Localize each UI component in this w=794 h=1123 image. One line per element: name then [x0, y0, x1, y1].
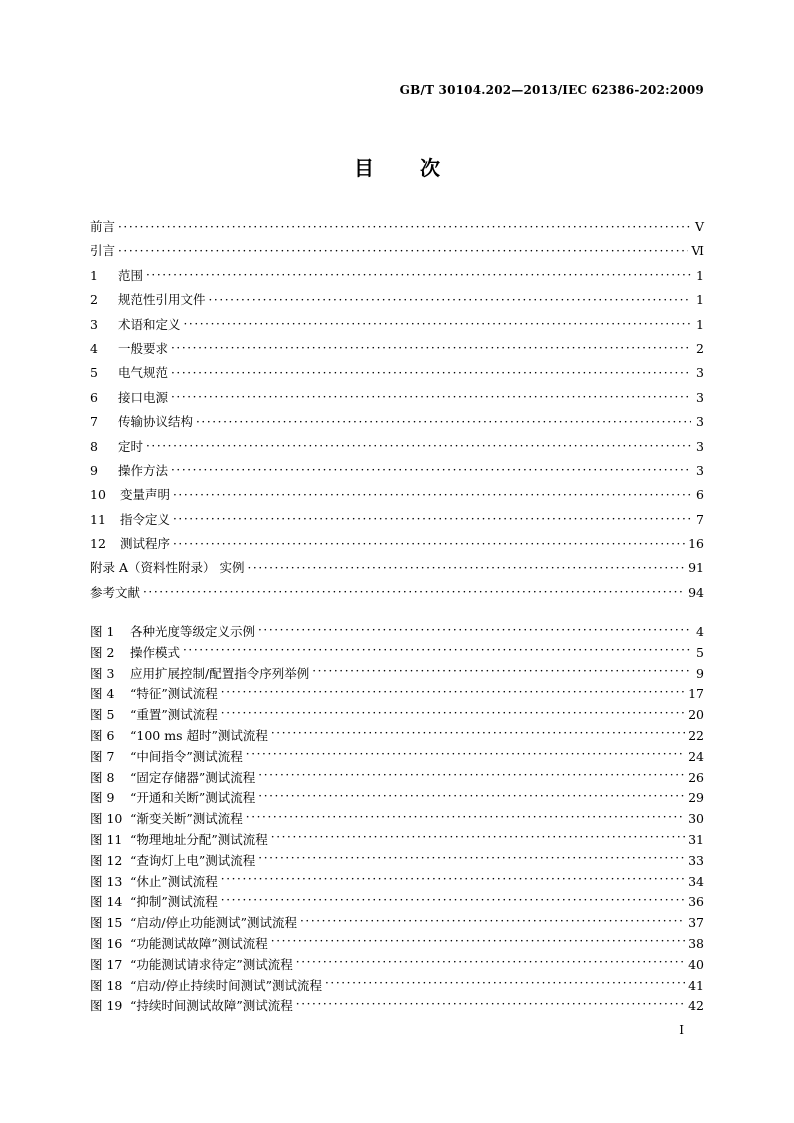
toc-entry-page: Ⅵ	[691, 243, 704, 259]
toc-entry[interactable]	[90, 556, 704, 580]
figure-entry-page: 34	[688, 873, 704, 889]
dot-leader	[146, 438, 691, 451]
figure-entry-number: 图 14	[90, 894, 123, 910]
dot-leader	[258, 790, 685, 803]
dot-leader	[247, 560, 685, 573]
figure-entry-page: 22	[688, 727, 704, 743]
toc-entry[interactable]	[90, 386, 704, 410]
figure-entry-number: 图 4	[90, 686, 115, 702]
dot-leader	[296, 998, 685, 1011]
figure-entry-page: 9	[696, 665, 704, 681]
figure-entry[interactable]	[90, 934, 704, 955]
toc-entry[interactable]	[90, 313, 704, 337]
figure-entry[interactable]	[90, 851, 704, 872]
figure-entry[interactable]	[90, 830, 704, 851]
figure-entry-label: “中间指令”测试流程	[130, 748, 243, 764]
toc-entry-number: 11	[90, 511, 106, 527]
toc-entry-label: 范围	[118, 267, 144, 283]
toc-entry-number: 7	[90, 414, 98, 430]
figure-entry-number: 图 8	[90, 769, 115, 785]
toc-entry-label: 一般要求	[118, 340, 169, 356]
figure-entry-label: 应用扩展控制/配置指令序列举例	[130, 665, 310, 681]
toc-entry-label: 定时	[118, 438, 144, 454]
figure-entry-label: “特征”测试流程	[130, 686, 218, 702]
figure-entry-label: “渐变关断”测试流程	[130, 811, 243, 827]
toc-entry-label: 操作方法	[118, 462, 169, 478]
toc-entry-label: 参考文献	[90, 584, 141, 600]
dot-leader	[118, 243, 688, 256]
toc-entry-page: 3	[696, 462, 704, 478]
figure-entry-page: 31	[688, 831, 704, 847]
figure-entry-number: 图 18	[90, 977, 123, 993]
dot-leader	[221, 686, 685, 699]
dot-leader	[271, 935, 685, 948]
dot-leader	[258, 769, 685, 782]
toc-entry-number: 3	[90, 316, 98, 332]
toc-entry-number: 8	[90, 438, 98, 454]
figure-entry[interactable]	[90, 726, 704, 747]
toc-entry[interactable]	[90, 532, 704, 556]
dot-leader	[325, 977, 685, 990]
dot-leader	[146, 267, 691, 280]
toc-entry[interactable]	[90, 581, 704, 605]
figure-entry-number: 图 10	[90, 811, 123, 827]
figure-entry-label: “启动/停止功能测试”测试流程	[130, 915, 297, 931]
figure-entry-page: 38	[688, 935, 704, 951]
toc-entry-page: 94	[688, 584, 704, 600]
toc-entry-page: 3	[696, 389, 704, 405]
figure-entry-page: 17	[688, 686, 704, 702]
toc-entry-label: 测试程序	[120, 536, 171, 552]
toc-entry-page: Ⅴ	[694, 219, 704, 234]
toc-entry-label: 传输协议结构	[118, 414, 194, 430]
figure-entry[interactable]	[90, 872, 704, 893]
toc-entry-label: 变量声明	[120, 487, 171, 503]
dot-leader	[221, 873, 685, 886]
toc-entry-page: 16	[688, 536, 704, 552]
toc-entry-label: 前言	[90, 219, 116, 234]
figure-entry[interactable]	[90, 788, 704, 809]
toc-entry[interactable]	[90, 435, 704, 459]
figure-entry-label: “功能测试请求待定”测试流程	[130, 956, 293, 972]
figure-entry-number: 图 7	[90, 748, 115, 764]
figure-entry-number: 图 3	[90, 665, 115, 681]
toc-entry-number: 10	[90, 487, 106, 503]
figure-entry-label: “固定存储器”测试流程	[130, 769, 256, 785]
figure-entry[interactable]	[90, 996, 704, 1017]
dot-leader	[171, 389, 691, 402]
page-title	[0, 152, 794, 181]
dot-leader	[173, 511, 691, 524]
dot-leader	[258, 852, 685, 865]
figure-entry-number: 图 12	[90, 852, 123, 868]
toc-entry[interactable]	[90, 264, 704, 288]
toc-entry-page: 3	[696, 438, 704, 454]
figure-entry-label: “休止”测试流程	[130, 873, 218, 889]
page-number: Ⅰ	[679, 1023, 684, 1037]
dot-leader	[246, 748, 685, 761]
dot-leader	[143, 584, 685, 597]
dot-leader	[221, 894, 685, 907]
toc-entry[interactable]	[90, 508, 704, 532]
figure-entry[interactable]	[90, 768, 704, 789]
dot-leader	[196, 414, 691, 427]
figure-entry[interactable]	[90, 747, 704, 768]
dot-leader	[171, 462, 691, 475]
figure-entry-page: 20	[688, 707, 704, 723]
figure-entry-label: “持续时间测试故障”测试流程	[130, 998, 293, 1014]
figure-entry-number: 图 5	[90, 707, 115, 723]
toc-entry-page: 1	[696, 267, 704, 283]
dot-leader	[271, 831, 685, 844]
figure-entry-page: 24	[688, 748, 704, 764]
toc-entry-number: 12	[90, 536, 106, 552]
toc-entry-page: 3	[696, 414, 704, 430]
toc-entry-label: 电气规范	[118, 365, 169, 381]
figure-entry-number: 图 19	[90, 998, 123, 1014]
figure-entry-page: 42	[688, 998, 704, 1014]
dot-leader	[246, 811, 685, 824]
figure-entry-number: 图 6	[90, 727, 115, 743]
dot-leader	[258, 624, 691, 637]
figure-entry-label: “抑制”测试流程	[130, 894, 218, 910]
dot-leader	[118, 219, 691, 232]
toc-entry-number: 9	[90, 462, 98, 478]
figure-entry-number: 图 2	[90, 644, 115, 660]
figure-entry-page: 36	[688, 894, 704, 910]
dot-leader	[183, 644, 691, 657]
figure-entry[interactable]	[90, 809, 704, 830]
toc-entry[interactable]	[90, 410, 704, 434]
figure-entry-label: 操作模式	[130, 644, 181, 660]
toc-entry-label: 术语和定义	[118, 316, 181, 332]
dot-leader	[300, 915, 685, 928]
toc-entry-page: 3	[696, 365, 704, 381]
toc-entry-number: 2	[90, 292, 98, 308]
toc-entry-number: 5	[90, 365, 98, 381]
figure-entry-number: 图 9	[90, 790, 115, 806]
figure-entry-label: “开通和关断”测试流程	[130, 790, 256, 806]
figure-entry-label: “启动/停止持续时间测试”测试流程	[130, 977, 322, 993]
toc-entry[interactable]	[90, 459, 704, 483]
figure-entry-label: “重置”测试流程	[130, 707, 218, 723]
figure-entry-number: 图 13	[90, 873, 123, 889]
figure-entry-label: 各种光度等级定义示例	[130, 624, 256, 639]
toc-entry-label: 规范性引用文件	[118, 292, 206, 308]
toc-entry-page: 7	[696, 511, 704, 527]
list-of-figures	[90, 622, 704, 1017]
toc-entry[interactable]	[90, 288, 704, 312]
dot-leader	[221, 707, 685, 720]
toc-entry[interactable]	[90, 361, 704, 385]
dot-leader	[271, 727, 685, 740]
title-char-1: 目	[354, 156, 374, 180]
figure-entry-page: 26	[688, 769, 704, 785]
figure-entry-number: 图 1	[90, 624, 115, 639]
dot-leader	[171, 365, 691, 378]
figure-entry[interactable]	[90, 622, 704, 643]
toc-entry-page: 91	[688, 560, 704, 576]
figure-entry-label: “查询灯上电”测试流程	[130, 852, 256, 868]
figure-entry-number: 图 15	[90, 915, 123, 931]
figure-entry-label: “物理地址分配”测试流程	[130, 831, 268, 847]
standard-code-header: GB/T 30104.202—2013/IEC 62386-202:2009	[399, 83, 704, 97]
figure-entry-number: 图 11	[90, 831, 123, 847]
title-char-2: 次	[420, 156, 440, 180]
toc-entry[interactable]	[90, 215, 704, 239]
figure-entry[interactable]	[90, 664, 704, 685]
figure-entry-page: 4	[696, 624, 704, 639]
toc-entry[interactable]	[90, 239, 704, 263]
toc-entry-page: 1	[696, 292, 704, 308]
figure-entry-page: 33	[688, 852, 704, 868]
figure-entry-number: 图 17	[90, 956, 123, 972]
dot-leader	[173, 487, 691, 500]
figure-entry[interactable]	[90, 705, 704, 726]
figure-entry[interactable]	[90, 955, 704, 976]
dot-leader	[173, 536, 685, 549]
toc-entry-page: 2	[696, 340, 704, 356]
dot-leader	[312, 665, 691, 678]
figure-entry-page: 5	[696, 644, 704, 660]
figure-entry-page: 37	[688, 915, 704, 931]
dot-leader	[184, 316, 691, 329]
toc-entry-label: 引言	[90, 243, 116, 259]
figure-entry[interactable]	[90, 892, 704, 913]
toc-entry-page: 1	[696, 316, 704, 332]
dot-leader	[171, 340, 691, 353]
toc-entry[interactable]	[90, 483, 704, 507]
figure-entry-number: 图 16	[90, 935, 123, 951]
toc-entry-label: 接口电源	[118, 389, 169, 405]
figure-entry[interactable]	[90, 643, 704, 664]
toc-entry[interactable]	[90, 337, 704, 361]
toc-entry-number: 1	[90, 267, 98, 283]
dot-leader	[296, 956, 685, 969]
figure-entry-label: “100 ms 超时”测试流程	[130, 727, 268, 743]
table-of-contents	[90, 215, 704, 605]
toc-entry-number: 6	[90, 389, 98, 405]
figure-entry-page: 41	[688, 977, 704, 993]
toc-entry-label: 指令定义	[120, 511, 171, 527]
toc-entry-number: 4	[90, 340, 98, 356]
figure-entry-label: “功能测试故障”测试流程	[130, 935, 268, 951]
figure-entry-page: 40	[688, 956, 704, 972]
figure-entry[interactable]	[90, 913, 704, 934]
figure-entry[interactable]	[90, 684, 704, 705]
figure-entry-page: 29	[688, 790, 704, 806]
toc-entry-label: 附录 A（资料性附录） 实例	[90, 560, 245, 576]
toc-entry-page: 6	[696, 487, 704, 503]
figure-entry-page: 30	[688, 811, 704, 827]
figure-entry[interactable]	[90, 976, 704, 997]
dot-leader	[209, 292, 691, 305]
